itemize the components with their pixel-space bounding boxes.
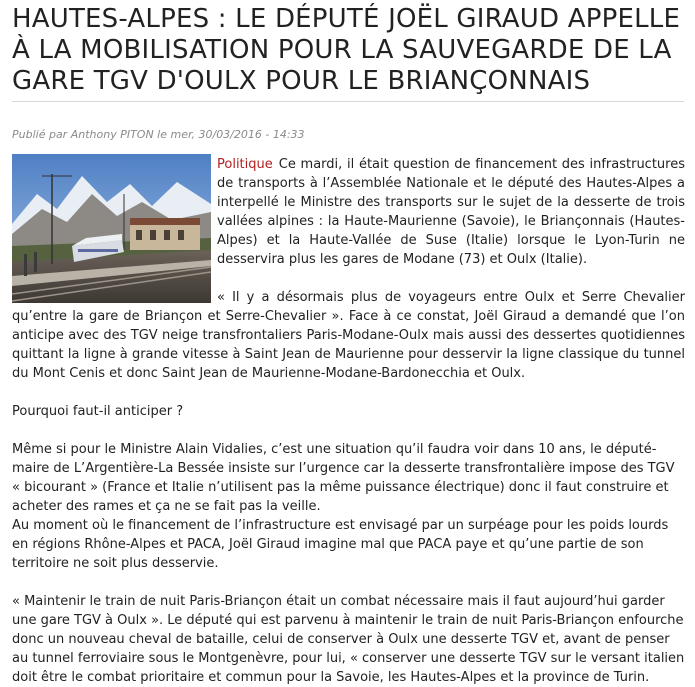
paragraph: « Il y a désormais plus de voyageurs entre Oulx et Serre Chevalier qu’entre la gare de Briançon et Serre-Chevalier ». Face à ce constat, Joël Giraud a demandé que l’on anticipe avec des TGV neige transfrontaliers Paris-Modane-Oulx mais aussi des dessertes quotidiennes quittant la ligne à grande vitesse à Saint Jean de Maurienne pour desservir la ligne classique du tunnel du Mont Cenis et donc Saint Jean de Maurienne-Modane-Bardonecchia et Oulx. <box>12 290 685 381</box>
paragraph: « Maintenir le train de nuit Paris-Briançon était un combat nécessaire mais il faut aujourd’hui garder une gare TGV à Oulx ». Le député qui est parvenu à maintenir le train de nuit Paris-Briançon enfourche donc un nouveau cheval de bataille, celui de conserver à Oulx une desserte TGV et, avant de penser au tunnel ferroviaire sous le Montgenèvre, pour lui, « conserver une desserte TGV sur le versant italien doit être le combat prioritaire et commun pour la Savoie, les Hautes-Alpes et la province de Turin. <box>12 594 685 685</box>
paragraph: Pourquoi faut-il anticiper ? <box>12 404 184 419</box>
article-body <box>12 155 685 687</box>
paragraph: Même si pour le Ministre Alain Vidalies, c’est une situation qu’il faudra voir dans 10 ans, le député-maire de L’Argentière-La Bessée insiste sur l’urgence car la desserte transfrontalière impose des TGV « bicourant » (France et Italie n’utilisent pas la même puissance électrique) donc il faut construire et acheter des rames et ça ne se fait pas la veille. <box>12 442 675 514</box>
article-title: HAUTES-ALPES : LE DÉPUTÉ JOËL GIRAUD APPELLE À LA MOBILISATION POUR LA SAUVEGARDE DE LA GARE TGV D'OULX POUR LE BRIANÇONNAIS <box>12 4 681 96</box>
article-byline: Publié par Anthony PITON le mer, 30/03/2016 - 14:33 <box>12 128 305 141</box>
paragraph-intro: Politique Ce mardi, il était question de financement des infrastructures de transports à l’Assemblée Nationale et le député des Hautes-Alpes a interpellé le Ministre des transports sur le sujet de la desserte de trois vallées alpines : la Haute-Maurienne (Savoie), le Briançonnais (Hautes-Alpes) et la Haute-Vallée de Suse (Italie) lorsque le Lyon-Turin ne desservira plus les gares de Modane (73) et Oulx (Italie). <box>217 157 685 267</box>
category-link[interactable]: Politique <box>217 157 273 172</box>
paragraph: Au moment où le financement de l’infrastructure est envisagé par un surpéage pour les poids lourds en régions Rhône-Alpes et PACA, Joël Giraud imagine mal que PACA paye et qu’une partie de son territoire ne soit plus desservie. <box>12 518 669 571</box>
title-divider <box>12 101 684 102</box>
photo-spacer <box>12 155 217 301</box>
